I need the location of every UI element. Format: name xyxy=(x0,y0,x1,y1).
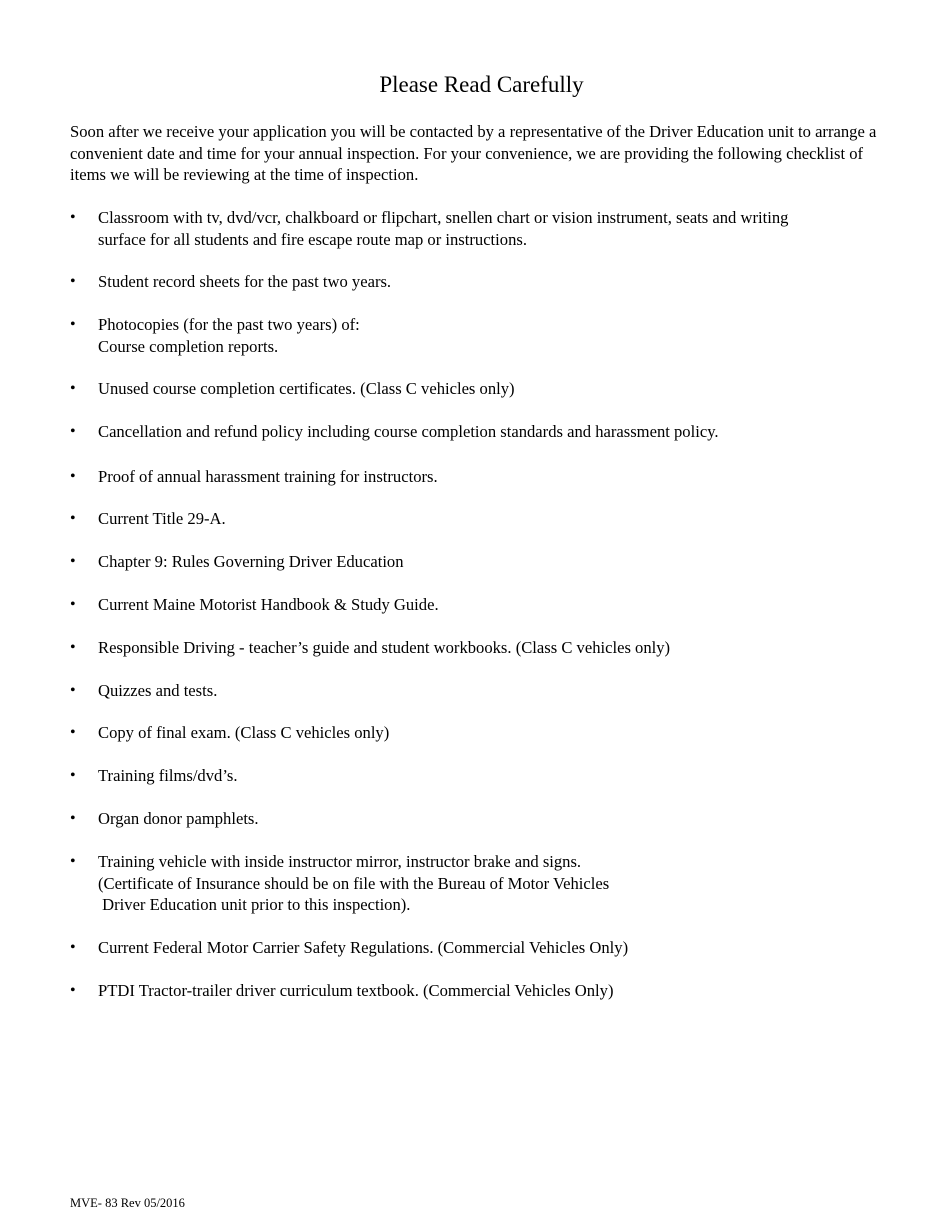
bullet-icon: • xyxy=(70,553,76,570)
intro-paragraph: Soon after we receive your application you will be contacted by a representative of the Driver Education unit to arrange a convenient date and time for your annual inspection. For your convenience, we are providing the following checklist of items we will be reviewing at the time of inspection. xyxy=(70,122,877,184)
item-line: Quizzes and tests. xyxy=(98,681,218,700)
checklist-item-text xyxy=(98,722,900,744)
checklist-item-text xyxy=(98,851,900,916)
item-line: PTDI Tractor-trailer driver curriculum textbook. (Commercial Vehicles Only) xyxy=(98,981,614,1000)
item-line: Current Maine Motorist Handbook & Study Guide. xyxy=(98,595,439,614)
item-line: Copy of final exam. (Class C vehicles only) xyxy=(98,723,390,742)
item-line: Student record sheets for the past two years. xyxy=(98,272,392,291)
form-number-footer: MVE- 83 Rev 05/2016 xyxy=(70,1196,185,1210)
item-line: Course completion reports. xyxy=(98,336,279,356)
item-line: Responsible Driving - teacher’s guide and student workbooks. (Class C vehicles only) xyxy=(98,638,671,657)
item-line: Cancellation and refund policy including course completion standards and harassment policy. xyxy=(98,422,719,441)
bullet-icon: • xyxy=(70,939,76,956)
item-line: Classroom with tv, dvd/vcr, chalkboard or flipchart, snellen chart or vision instrument, seats and writing xyxy=(98,208,789,227)
checklist-item-text xyxy=(98,271,900,293)
bullet-icon: • xyxy=(70,380,76,397)
checklist-item-text xyxy=(98,421,900,443)
checklist-item-text xyxy=(98,508,900,530)
item-line: Training films/dvd’s. xyxy=(98,766,238,785)
bullet-icon: • xyxy=(70,423,76,440)
checklist-item-text xyxy=(98,637,900,659)
bullet-icon: • xyxy=(70,853,76,870)
bullet-icon: • xyxy=(70,468,76,485)
item-line: surface for all students and fire escape route map or instructions. xyxy=(98,229,527,249)
checklist-item-text xyxy=(98,466,900,488)
checklist-item-text xyxy=(98,808,900,830)
bullet-icon: • xyxy=(70,596,76,613)
bullet-icon: • xyxy=(70,273,76,290)
bullet-icon: • xyxy=(70,316,76,333)
checklist-item-text xyxy=(98,378,900,400)
page-title: Please Read Carefully xyxy=(379,72,584,97)
bullet-icon: • xyxy=(70,682,76,699)
item-line: Organ donor pamphlets. xyxy=(98,809,259,828)
item-line: Current Title 29-A. xyxy=(98,509,226,528)
checklist-item-text xyxy=(98,207,900,250)
bullet-icon: • xyxy=(70,510,76,527)
checklist-item-text xyxy=(98,980,900,1002)
bullet-icon: • xyxy=(70,639,76,656)
checklist-item-text xyxy=(98,937,900,959)
checklist-item-text xyxy=(98,680,900,702)
item-line: Unused course completion certificates. (Class C vehicles only) xyxy=(98,379,515,398)
bullet-icon: • xyxy=(70,209,76,226)
bullet-icon: • xyxy=(70,810,76,827)
item-line: Driver Education unit prior to this inspection). xyxy=(98,895,411,914)
item-line: (Certificate of Insurance should be on file with the Bureau of Motor Vehicles xyxy=(98,873,610,893)
checklist-item-text xyxy=(98,551,900,573)
checklist-item-text xyxy=(98,594,900,616)
checklist-item-text xyxy=(98,314,900,357)
item-line: Proof of annual harassment training for instructors. xyxy=(98,467,438,486)
item-line: Current Federal Motor Carrier Safety Regulations. (Commercial Vehicles Only) xyxy=(98,938,629,957)
checklist-item-text xyxy=(98,765,900,787)
bullet-icon: • xyxy=(70,982,76,999)
bullet-icon: • xyxy=(70,767,76,784)
item-line: Photocopies (for the past two years) of: xyxy=(98,315,360,334)
item-line: Chapter 9: Rules Governing Driver Education xyxy=(98,552,404,571)
item-line: Training vehicle with inside instructor mirror, instructor brake and signs. xyxy=(98,852,582,871)
bullet-icon: • xyxy=(70,724,76,741)
